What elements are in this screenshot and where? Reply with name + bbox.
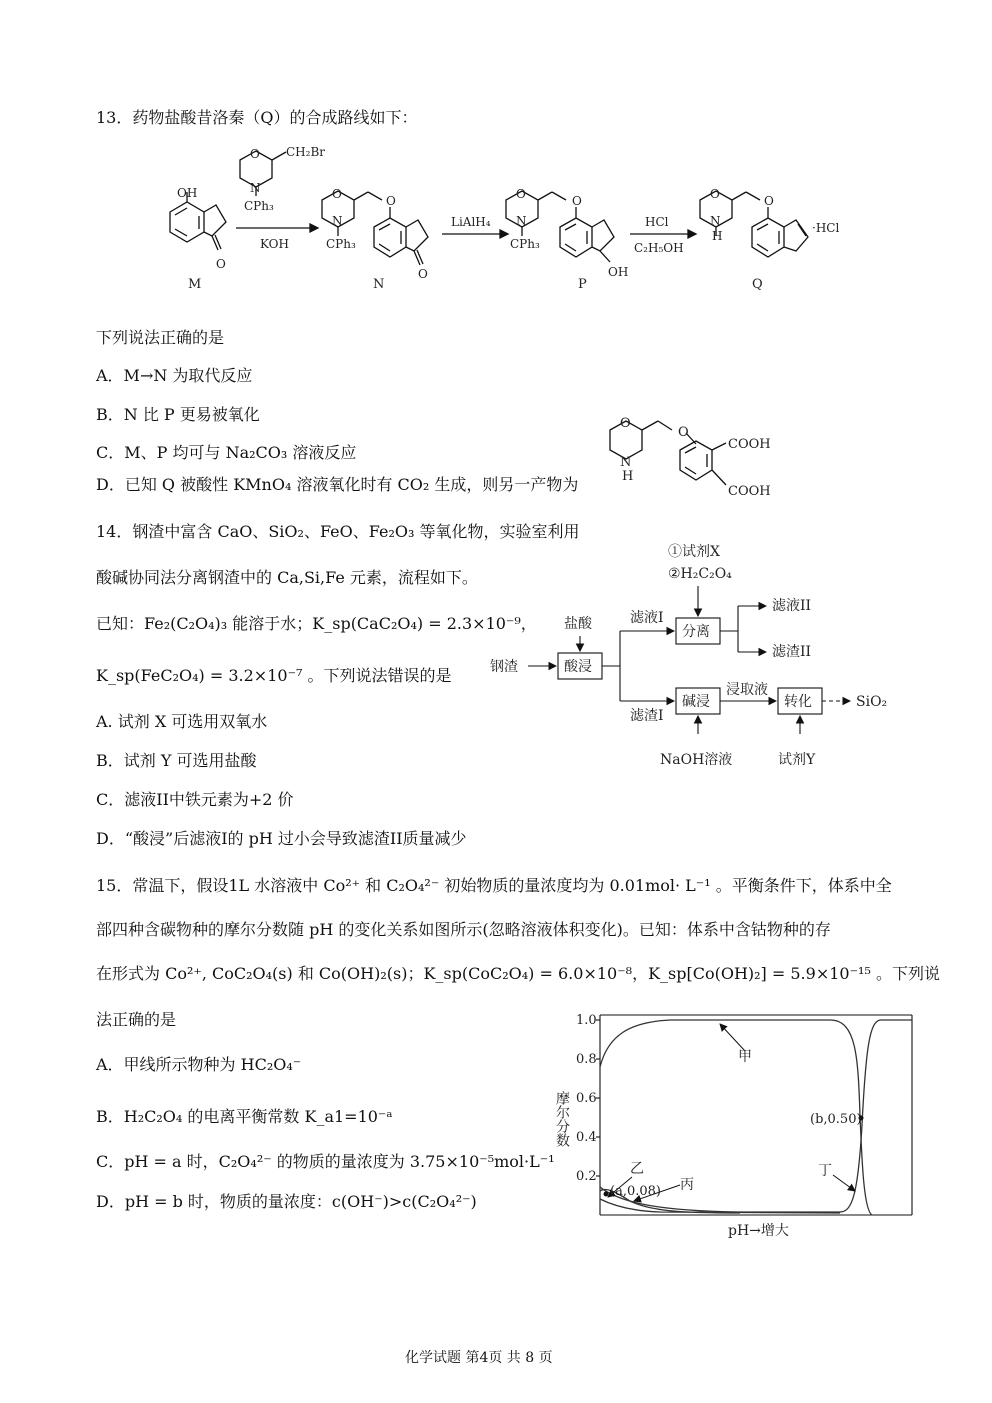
svg-text:盐酸: 盐酸 [564,616,592,632]
q13-synthesis-scheme [0,0,992,330]
m-oh-label: OH [177,186,198,200]
svg-text:碱浸: 碱浸 [682,694,710,710]
series-yi [600,1199,840,1213]
svg-text:O: O [332,187,342,201]
svg-text:CPh₃: CPh₃ [510,237,540,251]
reagent1-top: CH₂Br [286,145,326,159]
q13-option-c: C．M、P 均可与 Na₂CO₃ 溶液反应 [96,443,357,462]
svg-text:滤液II: 滤液II [772,598,812,614]
x-axis-label: pH→增大 [728,1223,789,1239]
svg-text:滤液I: 滤液I [630,610,664,626]
y-tick-0-2: 0.2 [576,1169,597,1184]
svg-text:CPh₃: CPh₃ [244,199,274,213]
q15-option-d: D．pH = b 时，物质的量浓度：c(OH⁻)>c(C₂O₄²⁻) [96,1192,477,1211]
page-footer: 化学试题 第4页 共 8 页 [405,1350,553,1366]
y-tick-0-4: 0.4 [576,1130,597,1145]
q14-option-b: B．试剂 Y 可选用盐酸 [96,751,257,770]
q14-option-c: C．滤液II中铁元素为+2 价 [96,790,294,809]
reagent3-bottom: C₂H₅OH [634,241,684,255]
reagent3-top: HCl [645,215,669,229]
label-q: Q [752,277,763,292]
svg-text:O: O [678,425,689,440]
q15-option-a: A．甲线所示物种为 HC₂O₄⁻ [96,1055,302,1074]
q14-line3: 已知：Fe₂(C₂O₄)₃ 能溶于水；K_sp(CaC₂O₄) = 2.3×10⁻⁹， [96,614,537,633]
q14-flow-diagram [480,538,900,778]
q14-line2: 酸碱协同法分离钢渣中的 Ca,Si,Fe 元素，流程如下。 [96,568,478,587]
svg-text:试剂Y: 试剂Y [778,752,816,768]
q-hcl-label: ·HCl [812,221,840,235]
svg-text:滤渣II: 滤渣II [772,644,812,660]
svg-text:浸取液: 浸取液 [726,682,768,698]
q15-line2: 部四种含碳物种的摩尔分数随 pH 的变化关系如图所示(忽略溶液体积变化)。已知：体系中含钴物种的存 [96,920,831,939]
reagent2: LiAlH₄ [451,215,491,229]
svg-text:O: O [386,194,396,208]
y-axis-label: 摩尔分数 [554,1091,570,1147]
q14-option-a: A. 试剂 X 可选用双氧水 [96,712,268,731]
svg-text:N: N [516,214,527,228]
q14-option-d: D．“酸浸”后滤液I的 pH 过小会导致滤渣II质量减少 [96,829,467,848]
reagent1-bottom: KOH [260,237,289,251]
q13-option-d: D．已知 Q 被酸性 KMnO₄ 溶液氧化时有 CO₂ 生成，则另一产物为 [96,475,579,494]
svg-text:SiO₂: SiO₂ [856,694,888,710]
svg-text:O: O [710,187,720,201]
y-tick-0-6: 0.6 [576,1091,597,1106]
annot-b: (b,0.50) [810,1112,862,1127]
q15-chart [540,1005,920,1245]
q13-title: 13．药物盐酸昔洛秦（Q）的合成路线如下： [96,108,418,127]
q15-line3: 在形式为 Co²⁺, CoC₂O₄(s) 和 Co(OH)₂(s)；K_sp(CoC₂O₄) = 6.0×10⁻⁸，K_sp[Co(OH)₂] = 5.9×10⁻¹⁵ 。下列说 [96,964,940,983]
annot-a: (a,0.08) [610,1184,661,1199]
svg-text:①试剂X: ①试剂X [668,544,720,560]
label-m: M [188,277,202,292]
q15-option-c: C．pH = a 时，C₂O₄²⁻ 的物质的量浓度为 3.75×10⁻⁵mol·L⁻¹ [96,1152,555,1171]
q13-option-b: B．N 比 P 更易被氧化 [96,405,260,424]
svg-text:②H₂C₂O₄: ②H₂C₂O₄ [668,566,732,582]
q14-line4: K_sp(FeC₂O₄) = 3.2×10⁻⁷ 。下列说法错误的是 [96,666,452,685]
svg-text:CPh₃: CPh₃ [326,237,356,251]
y-tick-1-0: 1.0 [576,1013,597,1028]
svg-text:转化: 转化 [784,694,812,710]
q13-option-a: A．M→N 为取代反应 [96,366,253,385]
svg-text:NaOH溶液: NaOH溶液 [660,752,733,768]
svg-text:O: O [620,416,631,431]
label-ding: 丁 [818,1163,832,1179]
svg-text:N: N [620,455,632,470]
label-bing: 丙 [680,1177,694,1193]
y-tick-0-8: 0.8 [576,1052,597,1067]
q14-line1: 14．钢渣中富含 CaO、SiO₂、FeO、Fe₂O₃ 等氧化物，实验室利用 [96,522,580,541]
svg-text:H: H [712,229,723,243]
q13-stem: 下列说法正确的是 [96,328,225,347]
svg-text:分离: 分离 [682,624,710,640]
q13-d-product-structure [600,408,800,508]
q15-line1: 15．常温下，假设1L 水溶液中 Co²⁺ 和 C₂O₄²⁻ 初始物质的量浓度均为 0.01mol· L⁻¹ 。平衡条件下，体系中全 [96,876,892,895]
svg-text:O: O [418,267,428,281]
svg-text:OH: OH [608,265,629,279]
label-jia: 甲 [738,1049,752,1065]
cooh-top: COOH [728,437,771,452]
svg-text:N: N [332,214,343,228]
svg-text:N: N [250,181,261,195]
label-n: N [373,277,385,292]
svg-text:N: N [710,214,721,228]
svg-text:O: O [250,147,260,161]
m-o-label: O [216,257,226,271]
svg-text:O: O [572,194,582,208]
svg-text:O: O [764,194,774,208]
svg-text:O: O [516,187,526,201]
svg-text:钢渣: 钢渣 [490,659,518,675]
svg-text:滤渣I: 滤渣I [630,708,664,724]
point-a [604,1192,609,1197]
q15-option-b: B．H₂C₂O₄ 的电离平衡常数 K_a1=10⁻ᵃ [96,1107,393,1126]
q15-line4: 法正确的是 [96,1010,177,1029]
svg-text:酸浸: 酸浸 [564,659,592,675]
label-yi: 乙 [630,1161,644,1177]
cooh-bottom: COOH [728,484,771,499]
svg-text:H: H [622,469,634,484]
label-p: P [578,277,587,292]
